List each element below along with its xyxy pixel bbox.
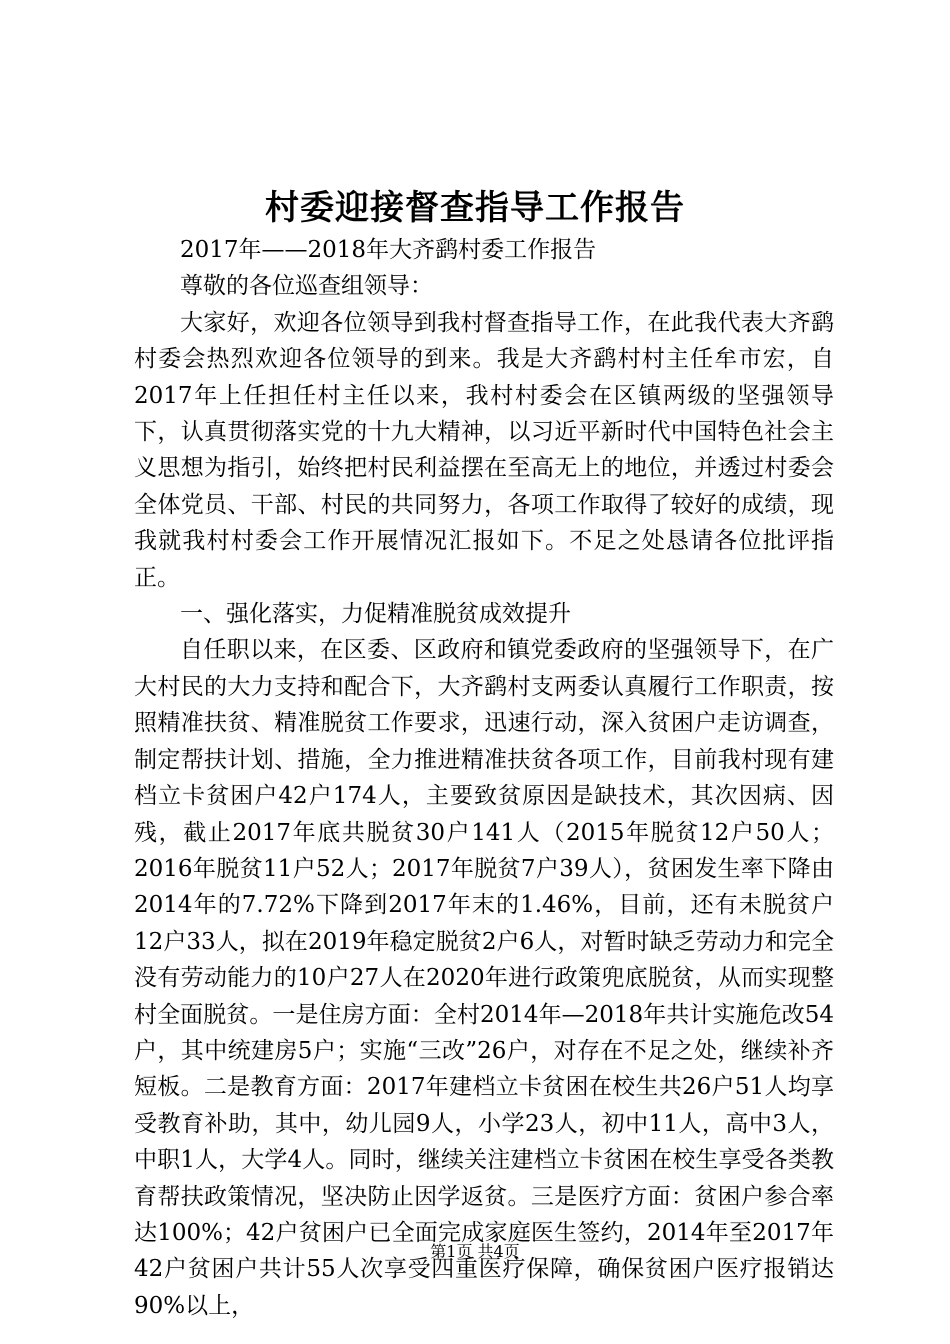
report-subtitle: 2017年——2018年大齐鹞村委工作报告: [180, 237, 597, 263]
document-body: [134, 232, 834, 1324]
section-heading-1: 一、强化落实，力促精准脱贫成效提升: [180, 601, 571, 628]
document-title: 村委迎接督查指导工作报告: [265, 188, 685, 228]
page-number-footer: 第1页 共4页: [430, 1242, 520, 1261]
salutation: 尊敬的各位巡查组领导：: [180, 273, 433, 300]
section-1-paragraph: 自任职以来，在区委、区政府和镇党委政府的坚强领导下，在广大村民的大力支持和配合下，大齐鹞村支两委认真履行工作职责，按照精准扶贫、精准脱贫工作要求，迅速行动，深入贫困户走访调查，制定帮扶计划、措施，全力推进精准扶贫各项工作，目前我村现有建档立卡贫困户42户174人，主要致贫原因是缺技术，其次因病、因残，截止2017年底共脱贫30户141人（2015年脱贫12户50人；2016年脱贫11户52人；2017年脱贫7户39人），贫困发生率下降由2014年的7.72%下降到2017年末的1.46%，目前，还有未脱贫户12户33人，拟在2019年稳定脱贫2户6人，对暂时缺乏劳动力和完全没有劳动能力的10户27人在2020年进行政策兜底脱贫，从而实现整村全面脱贫。一是住房方面：全村2014年—2018年共计实施危改54户，其中统建房5户；实施“三改”26户，对存在不足之处，继续补齐短板。二是教育方面：2017年建档立卡贫困在校生共26户51人均享受教育补助，其中，幼儿园9人，小学23人，初中11人，高中3人，中职1人，大学4人。同时，继续关注建档立卡贫困在校生享受各类教育帮扶政策情况，坚决防止因学返贫。三是医疗方面：贫困户参合率达100%；42户贫困户已全面完成家庭医生签约，2014年至2017年42户贫困户共计55人次享受四重医疗保障，确保贫困户医疗报销达90%以上，: [134, 637, 834, 1319]
opening-paragraph: 大家好，欢迎各位领导到我村督查指导工作，在此我代表大齐鹞村委会热烈欢迎各位领导的到来。我是大齐鹞村村主任牟市宏，自2017年上任担任村主任以来，我村村委会在区镇两级的坚强领导下，认真贯彻落实党的十九大精神，以习近平新时代中国特色社会主义思想为指引，始终把村民利益摆在至高无上的地位，并透过村委会全体党员、干部、村民的共同努力，各项工作取得了较好的成绩，现我就我村村委会工作开展情况汇报如下。不足之处恳请各位批评指正。: [134, 309, 834, 591]
